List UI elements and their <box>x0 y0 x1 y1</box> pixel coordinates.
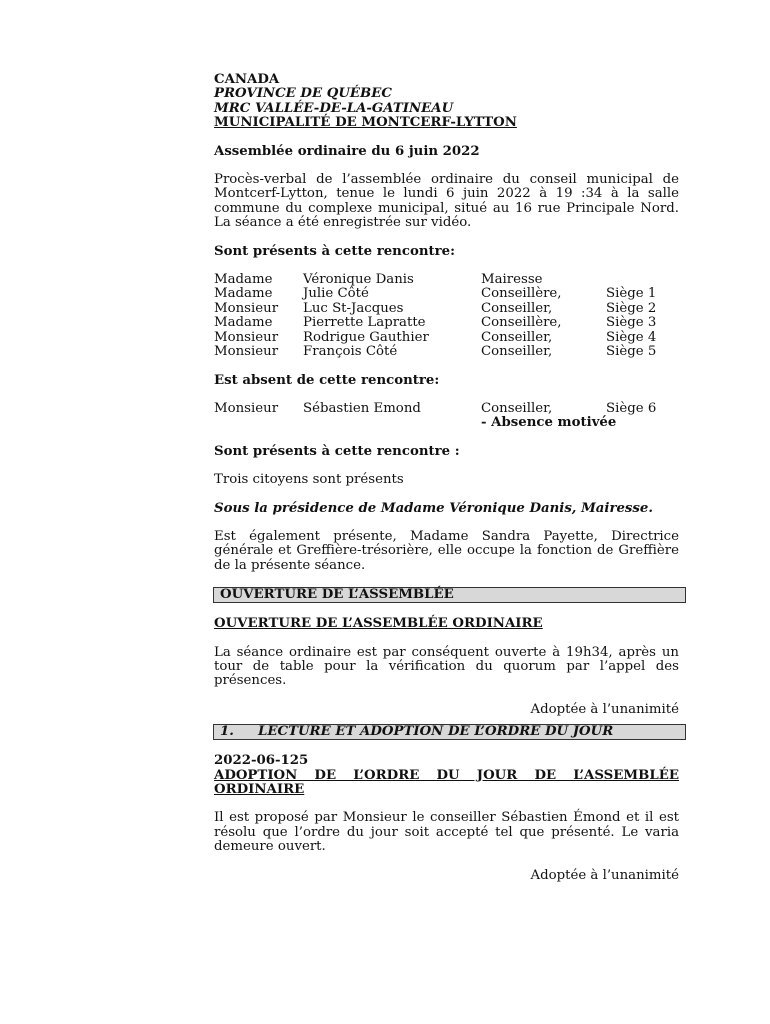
mrc-line: MRC VALLÉE-DE-LA-GATINEAU <box>214 100 454 116</box>
present-role: Conseiller, <box>481 329 553 345</box>
opening-subtitle: OUVERTURE DE L’ASSEMBLÉE ORDINAIRE <box>214 616 543 632</box>
section-1-number: 1. <box>220 724 234 740</box>
present-heading: Sont présents à cette rencontre: <box>214 243 455 259</box>
opening-adopted: Adoptée à l’unanimité <box>530 701 679 717</box>
present-row <box>214 302 679 316</box>
present-seat <box>606 273 679 287</box>
intro-paragraph: Procès-verbal de l’assemblée ordinaire du conseil municipal de Montcerf-Lytton, tenue le lundi 6 juin 2022 à 19 :34 à la salle commune du complexe municipal, situé au 16 rue Principale Nord. La séance a été enregistrée sur vidéo. <box>214 172 679 231</box>
resolution-title: ADOPTION DE L’ORDRE DU JOUR DE L’ASSEMBLÉE ORDINAIRE <box>214 767 679 797</box>
present-name: Pierrette Lapratte <box>303 315 426 331</box>
present-seat: Siège 5 <box>606 344 657 360</box>
present-seat: Siège 2 <box>606 300 657 316</box>
opening-paragraph: La séance ordinaire est par conséquent ouverte à 19h34, après un tour de table pour la vérification du quorum par l’appel des présences. <box>214 644 679 689</box>
citizens-heading: Sont présents à cette rencontre : <box>214 443 460 459</box>
present-name: François Côté <box>303 344 398 360</box>
present-title: Madame <box>214 272 273 288</box>
resolution-adopted: Adoptée à l’unanimité <box>530 867 679 883</box>
present-name: Julie Côté <box>303 286 369 302</box>
absent-heading: Est absent de cette rencontre: <box>214 372 440 388</box>
absence-note: - Absence motivée <box>481 415 617 431</box>
absent-role: Conseiller, <box>481 400 553 416</box>
present-name: Véronique Danis <box>303 272 414 288</box>
section-box-opening <box>213 587 686 603</box>
present-table <box>214 273 679 359</box>
resolution-number: 2022-06-125 <box>214 753 309 769</box>
document-content <box>214 73 679 883</box>
present-role: Conseillère, <box>481 286 562 302</box>
present-row <box>214 287 679 301</box>
present-role: Conseiller, <box>481 300 553 316</box>
absent-row <box>214 402 679 416</box>
citizens-text: Trois citoyens sont présents <box>214 472 404 488</box>
absent-table <box>214 402 679 431</box>
present-seat: Siège 3 <box>606 315 657 331</box>
presidency-line: Sous la présidence de Madame Véronique Danis, Mairesse. <box>214 500 653 516</box>
present-name: Rodrigue Gauthier <box>303 329 429 345</box>
also-present-paragraph: Est également présente, Madame Sandra Payette, Directrice générale et Greffière-trésorière, elle occupe la fonction de Greffière de la présente séance. <box>214 528 679 573</box>
present-seat: Siège 4 <box>606 329 657 345</box>
section-box-1 <box>213 724 686 740</box>
present-title: Madame <box>214 315 273 331</box>
present-role: Conseillère, <box>481 315 562 331</box>
absent-name: Sébastien Emond <box>303 400 421 416</box>
present-row <box>214 331 679 345</box>
province-line: PROVINCE DE QUÉBEC <box>214 86 393 102</box>
present-title: Madame <box>214 286 273 302</box>
present-seat: Siège 1 <box>606 286 657 302</box>
present-row <box>214 316 679 330</box>
present-role: Mairesse <box>481 272 543 288</box>
document-header <box>214 73 679 131</box>
country-line: CANADA <box>214 72 280 87</box>
absent-seat: Siège 6 <box>606 400 657 416</box>
present-title: Monsieur <box>214 329 279 345</box>
present-row <box>214 345 679 359</box>
section-1-title: LECTURE ET ADOPTION DE L’ORDRE DU JOUR <box>258 724 614 740</box>
present-title: Monsieur <box>214 300 279 316</box>
present-role: Conseiller, <box>481 344 553 360</box>
municipality-line: MUNICIPALITÉ DE MONTCERF-LYTTON <box>214 115 517 131</box>
meeting-title: Assemblée ordinaire du 6 juin 2022 <box>214 143 480 159</box>
absent-title: Monsieur <box>214 400 279 416</box>
section-box-opening-title: OUVERTURE DE L’ASSEMBLÉE <box>220 587 454 603</box>
resolution-paragraph: Il est proposé par Monsieur le conseiller Sébastien Émond et il est résolu que l’ordre du jour soit accepté tel que présenté. Le varia demeure ouvert. <box>214 810 679 855</box>
present-title: Monsieur <box>214 344 279 360</box>
present-name: Luc St-Jacques <box>303 300 404 316</box>
present-row <box>214 273 679 287</box>
